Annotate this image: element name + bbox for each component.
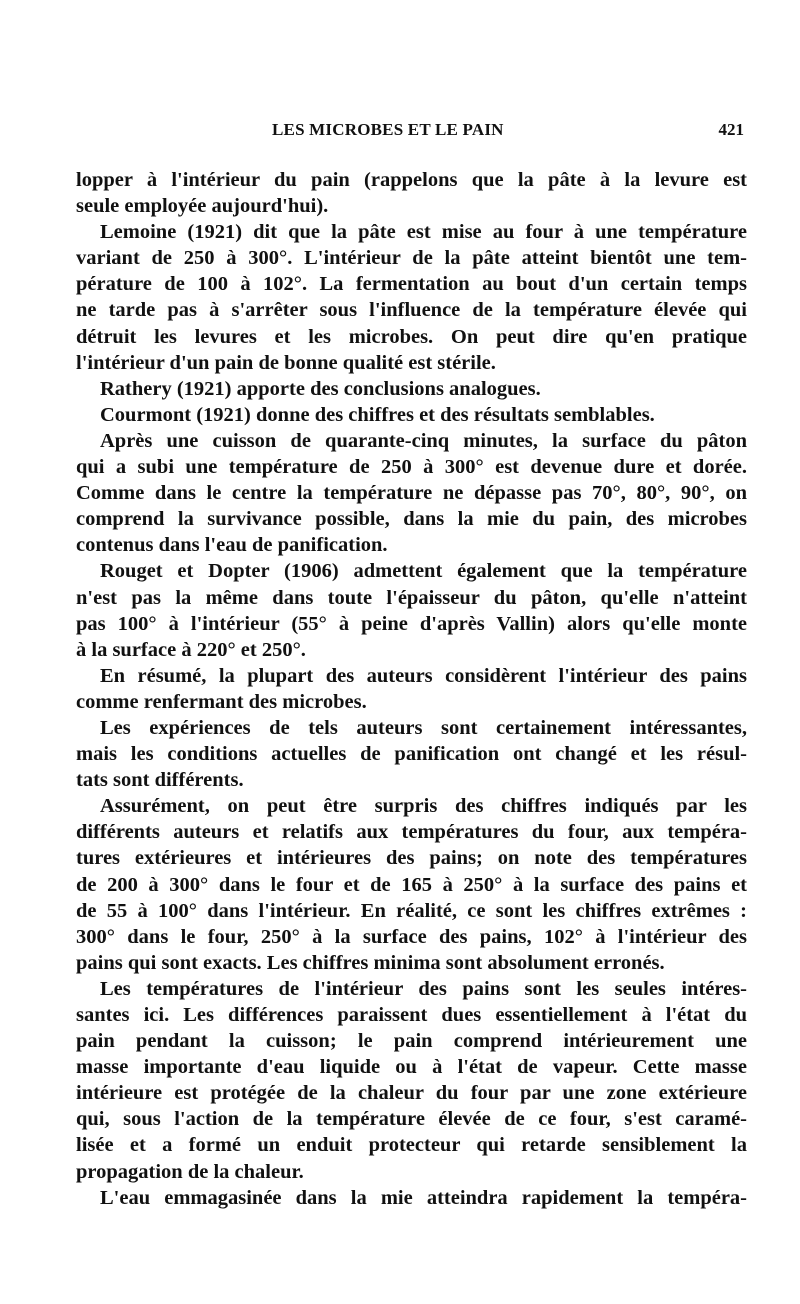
text-line: seule employée aujourd'hui). — [76, 195, 329, 218]
text-line: masse importante d'eau liquide ou à l'état de vapeur. Cette masse — [76, 1056, 747, 1079]
paragraph — [76, 167, 747, 219]
text-line: comme renfermant des microbes. — [76, 690, 367, 713]
text-line: pain pendant la cuisson; le pain comprend intérieurement une — [76, 1030, 747, 1053]
paragraph — [76, 663, 747, 715]
paragraph — [76, 976, 747, 1185]
text-line: Lemoine (1921) dit que la pâte est mise au four à une température — [100, 221, 747, 244]
text-line: Les expériences de tels auteurs sont certainement intéressantes, — [100, 716, 747, 739]
text-line: Après une cuisson de quarante-cinq minutes, la surface du pâton — [100, 429, 747, 452]
text-line: de 200 à 300° dans le four et de 165 à 250° à la surface des pains et — [76, 873, 747, 896]
text-line: à la surface à 220° et 250°. — [76, 638, 306, 661]
text-line: pérature de 100 à 102°. La fermentation au bout d'un certain temps — [76, 273, 747, 296]
body-text — [76, 167, 747, 1211]
paragraph — [76, 376, 747, 402]
text-line: de 55 à 100° dans l'intérieur. En réalité, ce sont les chiffres extrêmes : — [76, 899, 747, 922]
text-line: lisée et a formé un enduit protecteur qui retarde sensiblement la — [76, 1134, 747, 1157]
text-line: Rouget et Dopter (1906) admettent également que la température — [100, 560, 747, 583]
paragraph — [76, 219, 747, 376]
text-line: 300° dans le four, 250° à la surface des pains, 102° à l'intérieur des — [76, 925, 747, 948]
text-line: différents auteurs et relatifs aux températures du four, aux tempéra- — [76, 821, 747, 844]
text-line: pas 100° à l'intérieur (55° à peine d'après Vallin) alors qu'elle monte — [76, 612, 747, 635]
text-line: variant de 250 à 300°. L'intérieur de la pâte atteint bientôt une tem- — [76, 247, 747, 270]
text-line: Comme dans le centre la température ne dépasse pas 70°, 80°, 90°, on — [76, 482, 747, 505]
text-line: n'est pas la même dans toute l'épaisseur du pâton, qu'elle n'atteint — [76, 586, 747, 609]
text-line: pains qui sont exacts. Les chiffres minima sont absolument erronés. — [76, 951, 665, 974]
running-title: LES MICROBES ET LE PAIN — [272, 120, 504, 139]
text-line: lopper à l'intérieur du pain (rappelons que la pâte à la levure est — [76, 169, 747, 191]
text-line: Courmont (1921) donne des chiffres et des résultats semblables. — [100, 403, 655, 426]
text-line: détruit les levures et les microbes. On peut dire qu'en pratique — [76, 325, 747, 348]
text-line: mais les conditions actuelles de panification ont changé et les résul- — [76, 743, 747, 766]
text-line: Rathery (1921) apporte des conclusions analogues. — [100, 377, 541, 400]
paragraph — [76, 558, 747, 662]
text-line: l'intérieur d'un pain de bonne qualité est stérile. — [76, 351, 496, 374]
paragraph — [76, 793, 747, 976]
text-line: En résumé, la plupart des auteurs considèrent l'intérieur des pains — [100, 664, 747, 687]
text-line: L'eau emmagasinée dans la mie atteindra rapidement la tempéra- — [100, 1186, 747, 1209]
text-line: intérieure est protégée de la chaleur du four par une zone extérieure — [76, 1082, 747, 1105]
text-line: ne tarde pas à s'arrêter sous l'influence de la température élevée qui — [76, 299, 747, 322]
paragraph — [76, 715, 747, 793]
text-line: qui, sous l'action de la température élevée de ce four, s'est caramé- — [76, 1108, 747, 1131]
paragraph — [76, 402, 747, 428]
text-line: contenus dans l'eau de panification. — [76, 534, 388, 557]
paragraph — [76, 1185, 747, 1211]
text-line: qui a subi une température de 250 à 300° est devenue dure et dorée. — [76, 456, 747, 479]
text-line: propagation de la chaleur. — [76, 1160, 304, 1183]
text-line: Les températures de l'intérieur des pains sont les seules intéres- — [100, 977, 747, 1000]
text-line: tures extérieures et intérieures des pains; on note des températures — [76, 847, 747, 870]
text-line: comprend la survivance possible, dans la mie du pain, des microbes — [76, 508, 747, 531]
text-line: tats sont différents. — [76, 769, 244, 792]
page-header — [76, 120, 746, 142]
text-line: santes ici. Les différences paraissent dues essentiellement à l'état du — [76, 1004, 747, 1026]
text-line: Assurément, on peut être surpris des chiffres indiqués par les — [100, 795, 747, 818]
page-number: 421 — [718, 120, 744, 139]
paragraph — [76, 428, 747, 558]
